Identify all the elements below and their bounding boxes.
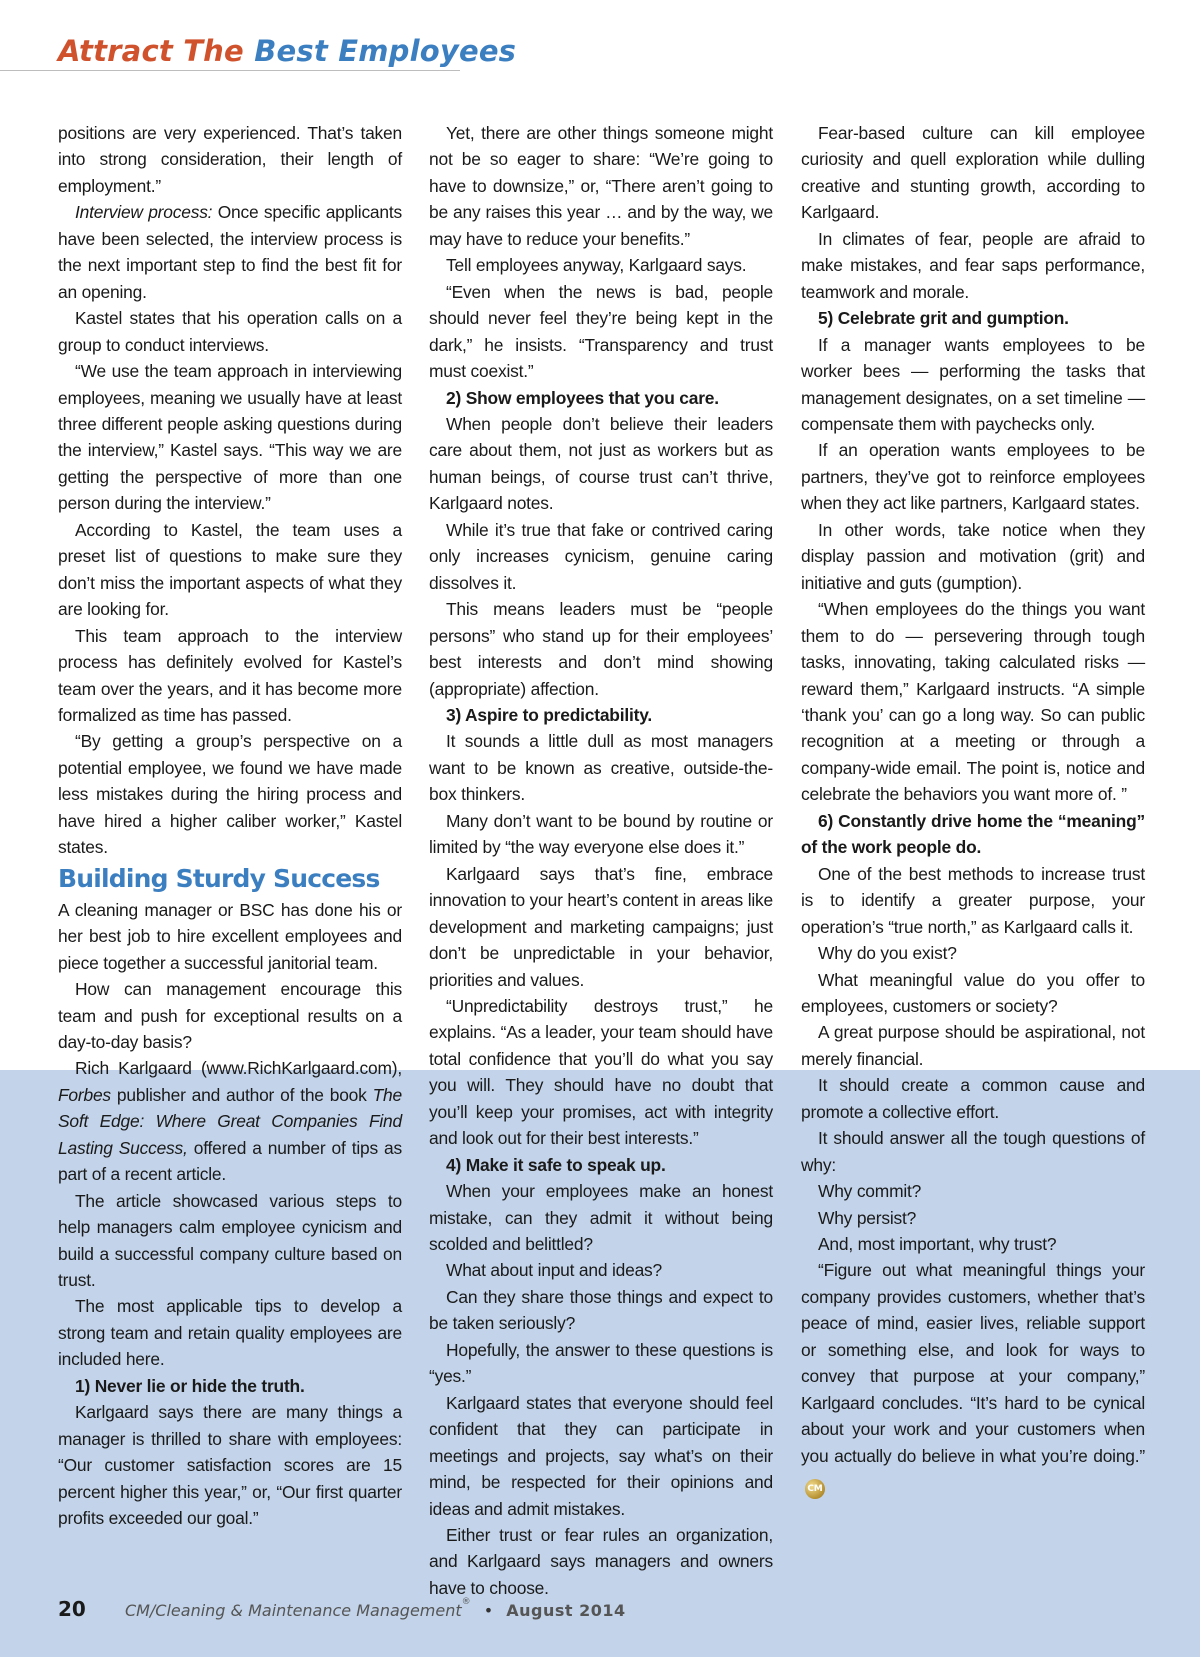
paragraph: “We use the team approach in interviewing employees, meaning we usually have at least three different people asking questions during the interview,” Kastel says. “This way we are getting the perspective of more than one person during the interview.” [58, 361, 402, 514]
tip-heading: 5) Celebrate grit and gumption. [818, 308, 1069, 329]
paragraph: Why persist? [818, 1207, 917, 1228]
paragraph: Yet, there are other things someone might not be so eager to share: “We’re going to have to downsize,” or, “There aren’t going to be any raises this year … and by the way, we may have to reduce your benefits.” [429, 123, 773, 249]
paragraph: “Unpredictability destroys trust,” he explains. “As a leader, your team should have total confidence that you’ll do what you say you will. They should have no doubt that you’ll keep your promises, act with integrity and look out for their best interests.” [429, 995, 773, 1149]
paragraph: Why do you exist? [818, 943, 957, 964]
paragraph: While it’s true that fake or contrived caring only increases cynicism, genuine caring dissolves it. [429, 519, 773, 593]
paragraph-text: publisher and author of the book [110, 1084, 373, 1105]
paragraph: What about input and ideas? [446, 1260, 663, 1281]
paragraph: Tell employees anyway, Karlgaard says. [446, 255, 747, 276]
italic-text: Forbes [58, 1084, 111, 1105]
paragraph: One of the best methods to increase trust is to identify a greater purpose, your operation’s “true north,” as Karlgaard calls it. [801, 863, 1145, 937]
publication-name: CM/Cleaning & Maintenance Management [124, 1601, 462, 1620]
header-rule [0, 70, 460, 71]
page-footer [58, 1597, 626, 1627]
article-column-1 [58, 120, 402, 1532]
paragraph: Hopefully, the answer to these questions is “yes.” [429, 1339, 773, 1387]
paragraph: Can they share those things and expect to be taken seriously? [429, 1286, 773, 1334]
paragraph-text: offered a number of tips as part of a recent article. [58, 1137, 402, 1185]
run-in-heading: Interview process: [75, 202, 213, 223]
paragraph [58, 199, 402, 305]
paragraph: The article showcased various steps to help managers calm employee cynicism and build a successful company culture based on trust. [58, 1190, 402, 1291]
page-header [58, 34, 516, 74]
paragraph: This team approach to the interview process has definitely evolved for Kastel’s team over the years, and it has become more formalized as time has passed. [58, 625, 402, 725]
paragraph: “When employees do the things you want them to do — persevering through tough tasks, innovating, taking calculated risks — reward them,” Karlgaard instructs. “A simple ‘thank you’ can go a long way. So can public recognition at a meeting or through a company-wide email. The point is, notice and celebrate the behaviors you want more of. ” [801, 599, 1145, 805]
paragraph-text: “Figure out what meaningful things your company provides customers, whether that’s peace of mind, easier lives, reliable support or something else, and look for ways to convey that purpose at your company,” Karlgaard concludes. “It’s hard to be cynical about your work and your customers when you actually do believe in what you’re doing.” [801, 1260, 1145, 1466]
tip-heading: 1) Never lie or hide the truth. [75, 1375, 305, 1396]
paragraph: positions are very experienced. That’s taken into strong consideration, their length of employment.” [58, 123, 402, 196]
paragraph: Karlgaard says that’s fine, embrace innovation to your heart’s content in areas like development and marketing campaigns; just don’t be unpredictable in your behavior, priorities and values. [429, 863, 773, 990]
header-title-part1: Attract The [58, 34, 244, 68]
page-number: 20 [58, 1597, 86, 1621]
paragraph: Karlgaard says there are many things a manager is thrilled to share with employees: “Our customer satisfaction scores are 15 percent higher this year,” or, “Our first quarter profits exceeded our goal.” [58, 1402, 402, 1529]
paragraph-text: Rich Karlgaard (www.RichKarlgaard.com), [75, 1058, 402, 1079]
paragraph: “By getting a group’s perspective on a potential employee, we found we have made less mistakes during the hiring process and have hired a higher caliber worker,” Kastel states. [58, 731, 402, 858]
tip-heading: 3) Aspire to predictability. [446, 704, 653, 725]
paragraph: When people don’t believe their leaders care about them, not just as workers but as human beings, of course trust can’t thrive, Karlgaard notes. [429, 413, 773, 514]
paragraph: It should create a common cause and promote a collective effort. [801, 1075, 1145, 1122]
paragraph: The most applicable tips to develop a strong team and retain quality employees are included here. [58, 1296, 402, 1370]
footer-bullet: • [483, 1601, 494, 1620]
book-title: The Soft Edge: Where Great Companies Find Lasting Success, [58, 1084, 402, 1158]
cm-end-mark-icon: CM [805, 1479, 825, 1499]
paragraph: It should answer all the tough questions of why: [801, 1128, 1145, 1175]
paragraph: In other words, take notice when they display passion and motivation (grit) and initiative and guts (gumption). [801, 519, 1145, 593]
paragraph: It sounds a little dull as most managers want to be known as creative, outside-the-box thinkers. [429, 731, 773, 805]
paragraph: If an operation wants employees to be partners, they’ve got to reinforce employees when they act like partners, Karlgaard states. [801, 440, 1145, 514]
tip-heading: 2) Show employees that you care. [446, 387, 719, 408]
paragraph [801, 1257, 1145, 1499]
registered-mark: ® [461, 1597, 471, 1607]
paragraph: What meaningful value do you offer to employees, customers or society? [801, 969, 1145, 1016]
paragraph: If a manager wants employees to be worker bees — performing the tasks that management designates, on a set timeline — compensate them with paychecks only. [801, 334, 1145, 434]
paragraph: Kastel states that his operation calls on a group to conduct interviews. [58, 308, 402, 355]
paragraph: Why commit? [818, 1181, 922, 1202]
paragraph: A great purpose should be aspirational, not merely financial. [801, 1022, 1145, 1069]
paragraph: How can management encourage this team and push for exceptional results on a day-to-day basis? [58, 979, 402, 1052]
paragraph: A cleaning manager or BSC has done his or her best job to hire excellent employees and piece together a successful janitorial team. [58, 899, 402, 973]
paragraph-text: Once specific applicants have been selected, the interview process is the next important step to find the best fit for an opening. [58, 202, 403, 302]
paragraph: Karlgaard states that everyone should feel confident that they can participate in meetings and projects, say what’s on their mind, be respected for their opinions and ideas and admit mistakes. [429, 1392, 773, 1519]
paragraph: Either trust or fear rules an organization, and Karlgaard says managers and owners have to choose. [429, 1525, 773, 1598]
article-column-2 [429, 120, 773, 1601]
paragraph: In climates of fear, people are afraid to make mistakes, and fear saps performance, teamwork and morale. [801, 228, 1145, 302]
paragraph: Fear-based culture can kill employee curiosity and quell exploration while dulling creative and stunting growth, according to Karlgaard. [801, 123, 1145, 223]
paragraph: And, most important, why trust? [818, 1234, 1057, 1255]
tip-heading: 4) Make it safe to speak up. [446, 1154, 666, 1175]
paragraph: When your employees make an honest mistake, can they admit it without being scolded and belittled? [429, 1181, 773, 1255]
section-heading: Building Sturdy Success [58, 863, 380, 893]
issue-date: August 2014 [506, 1601, 626, 1620]
paragraph: “Even when the news is bad, people should never feel they’re being kept in the dark,” he insists. “Transparency and trust must coexist.” [429, 281, 773, 382]
header-title-part2: Best Employees [254, 34, 517, 68]
paragraph: Many don’t want to be bound by routine or limited by “the way everyone else does it.” [429, 810, 773, 858]
paragraph: According to Kastel, the team uses a preset list of questions to make sure they don’t miss the important aspects of what they are looking for. [58, 519, 402, 620]
tip-heading: 6) Constantly drive home the “meaning” of the work people do. [801, 810, 1145, 858]
article-column-3 [801, 120, 1145, 1499]
paragraph [58, 1055, 402, 1187]
paragraph: This means leaders must be “people persons” who stand up for their employees’ best interests and don’t mind showing (appropriate) affection. [429, 599, 773, 699]
